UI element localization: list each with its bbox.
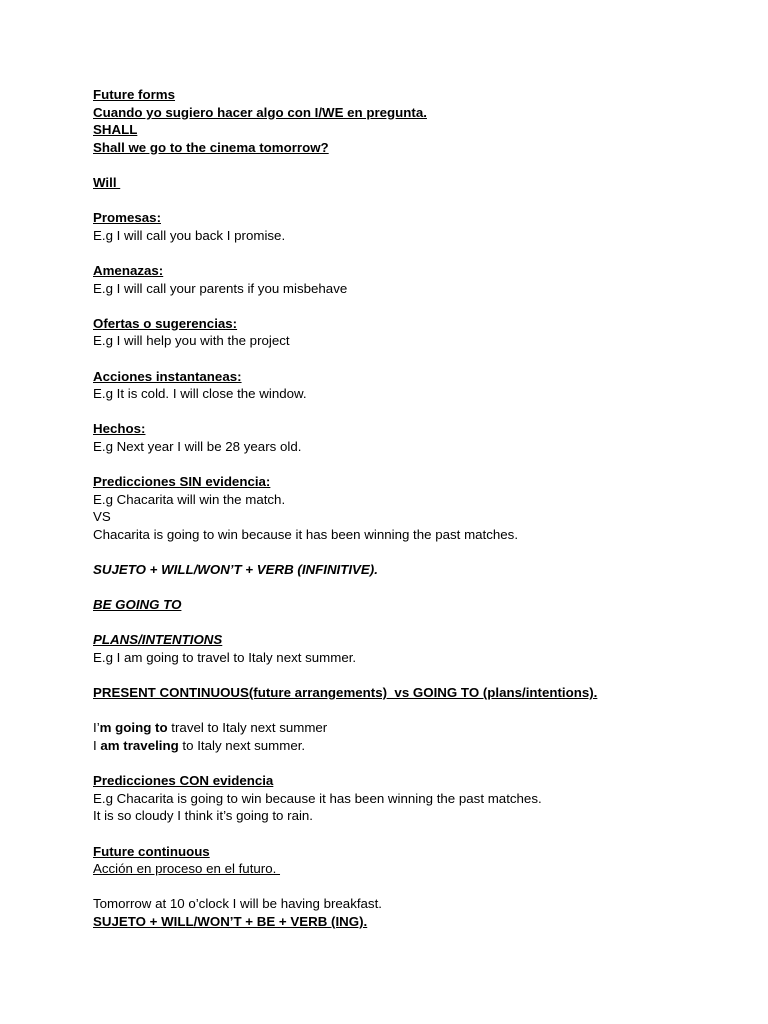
- use-example-promesas: E.g I will call you back I promise.: [93, 227, 286, 243]
- comparison-example-2: [93, 737, 733, 755]
- use-heading-acciones: Acciones instantaneas:: [93, 368, 242, 384]
- comparison-heading: PRESENT CONTINUOUS(future arrangements) vs GOING TO (plans/intentions).: [93, 685, 598, 701]
- use-example-amenazas: E.g I will call your parents if you misbehave: [93, 280, 348, 296]
- use-example-ofertas: E.g I will help you with the project: [93, 333, 290, 349]
- plans-example: E.g I am going to travel to Italy next summer.: [93, 650, 357, 665]
- comparison-example-1-pre: I’: [93, 720, 100, 736]
- predictions-with-heading: Predicciones CON evidencia: [93, 773, 274, 789]
- comparison-example-1-bold: m going to: [99, 720, 168, 736]
- comparison-example-1-post: travel to Italy next summer: [167, 720, 328, 736]
- use-heading-ofertas: Ofertas o sugerencias:: [93, 315, 238, 331]
- future-continuous-example: Tomorrow at 10 o’clock I will be having breakfast.: [93, 896, 382, 912]
- comparison-example-2-bold: am traveling: [100, 737, 179, 753]
- use-example-acciones: E.g It is cold. I will close the window.: [93, 386, 307, 402]
- predictions-vs: VS: [93, 509, 111, 525]
- shall-intro: Cuando yo sugiero hacer algo con I/WE en pregunta.: [93, 104, 427, 120]
- predictions-with-example-1: E.g Chacarita is going to win because it has been winning the past matches.: [93, 790, 542, 806]
- future-continuous-formula: SUJETO + WILL/WON’T + BE + VERB (ING).: [93, 913, 368, 929]
- plans-heading: PLANS/INTENTIONS: [93, 632, 223, 648]
- use-heading-hechos: Hechos:: [93, 421, 146, 437]
- use-heading-amenazas: Amenazas:: [93, 262, 164, 278]
- comparison-example-2-pre: I: [93, 737, 101, 753]
- predictions-without-heading: Predicciones SIN evidencia:: [93, 474, 271, 490]
- will-heading: Will: [93, 174, 121, 190]
- will-formula: SUJETO + WILL/WON’T + VERB (INFINITIVE).: [93, 562, 378, 578]
- document-title: Future forms: [93, 87, 176, 102]
- future-continuous-description: Acción en proceso en el futuro.: [93, 861, 281, 877]
- going-to-heading: BE GOING TO: [93, 597, 182, 613]
- shall-heading: SHALL: [93, 122, 138, 138]
- predictions-contrast: Chacarita is going to win because it has been winning the past matches.: [93, 526, 519, 542]
- comparison-example-2-post: to Italy next summer.: [178, 737, 306, 753]
- use-example-hechos: E.g Next year I will be 28 years old.: [93, 438, 302, 454]
- future-continuous-heading: Future continuous: [93, 843, 210, 859]
- document-page: [93, 86, 733, 931]
- predictions-without-example: E.g Chacarita will win the match.: [93, 491, 286, 507]
- shall-example: Shall we go to the cinema tomorrow?: [93, 139, 329, 155]
- comparison-example-1: [93, 719, 733, 737]
- predictions-with-example-2: It is so cloudy I think it’s going to rain.: [93, 808, 314, 824]
- use-heading-promesas: Promesas:: [93, 210, 161, 226]
